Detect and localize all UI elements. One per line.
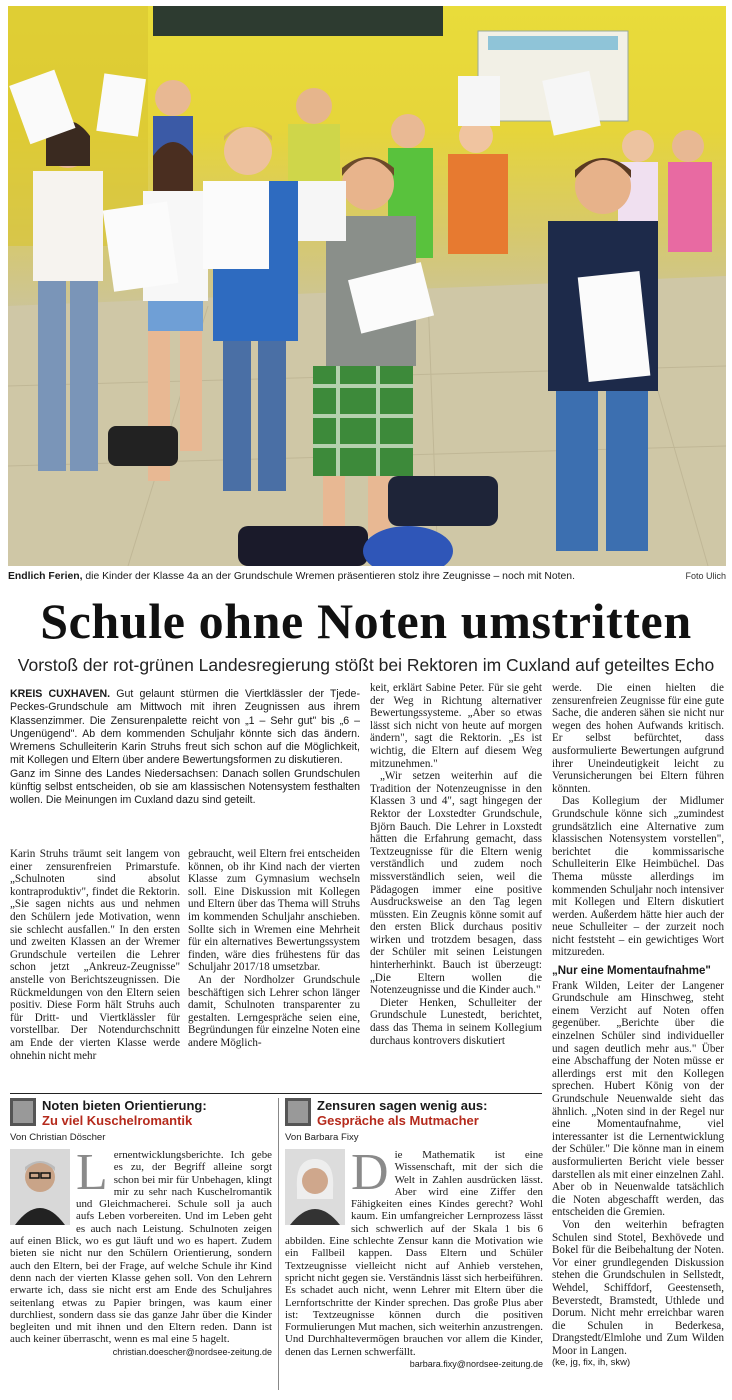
photo-credit: Foto Ulich — [685, 571, 726, 581]
box1-title: Zu viel Kuschelromantik — [42, 1113, 193, 1128]
column-4 — [552, 682, 724, 1370]
article-photo — [8, 6, 726, 566]
author-portrait-doescher — [10, 1149, 70, 1225]
box1-author: Von Christian Döscher — [10, 1132, 106, 1143]
box-divider — [278, 1098, 279, 1390]
dateline: KREIS CUXHAVEN. — [10, 688, 111, 700]
box2-kicker: Zensuren sagen wenig aus: — [317, 1098, 488, 1113]
subheadline: Vorstoß der rot-grünen Landesregierung stößt bei Rektoren im Cuxland auf geteiltes Echo — [17, 655, 715, 675]
col4-paragraph-1: werde. Die einen hielten die zensurenfreien Zeugnisse für eine gute Sache, die anderen sähen sie nicht nur wegen des hohen Aufwands kritisch. Er selbst befürchtet, dass ausformulierte Bewertungen aufgrund ihrer Uneindeutigkeit leicht zu Verunsicherungen bei Eltern führen könnten. — [552, 682, 724, 795]
box2-email: barbara.fixy@nordsee-zeitung.de — [409, 1359, 543, 1370]
box1-text: ernentwicklungsberichte. Ich gebe es zu, der Begriff alleine sorgt schon bei mir für Unbehagen, klingt mir zu sehr nach Kuschelromantik und Gleichmacherei. Schule soll ja auch aufs Leben vorbereiten. Und im Leben geht es auch nach Leistung. Schulnoten zeigen auf einen Blick, wo es gut läuft und wo es hapert. Zudem bieten sie nicht nur den Schülern Orientierung, sondern auch den Eltern, bei der Frage, auf welche Schule ihr Kind denn nach der vierten Klasse gehen soll. Von den Lehrern erwarte ich, dass sie nicht erst am Ende des Schuljahres seitenlang etwas zu Papier bringen, was kaum einer durchliest, sondern dass sie das ganze Jahr über die Kinder begleiten und mit ihnen und den Eltern reden. Dann ist auch keiner überrascht, wenn es mal eine 5 hagelt. — [10, 1149, 272, 1346]
caption-text: die Kinder der Klasse 4a an der Grundschule Wremen präsentieren stolz ihre Zeugnisse – noch mit Noten. — [82, 571, 575, 582]
col1-paragraph: Karin Struhs träumt seit langem von einer zensurenfreien Primarstufe. „Schulnoten sind absolut kontraproduktiv", findet die Rektorin. „Sie sagen nichts aus und nehmen den Schülern jede Motivation, wenn sie schlecht ausfallen." In den ersten und zweiten Klassen an der Wremer Grundschule verteilen die Lehrer schon jetzt „Ankreuz-Zeugnisse" anstelle von Berichtszeugnissen. Die Rückmeldungen von den Eltern seien positiv. Diese Form hält Struhs auch für Dritt- und Viertklässler für vorstellbar. Der Notendurchschnitt am Ende der vierten Klasse werde ohnehin nicht mehr — [10, 848, 180, 1062]
commentary-box-1 — [10, 1098, 272, 1358]
headline: Schule ohne Noten umstritten — [40, 593, 692, 649]
lead-text: Gut gelaunt stürmen die Viertklässler der Tjede-Peckes-Grundschule am Mittwoch mit ihren Zeugnissen aus ihrem Klassenzimmer. Die Zensurenpalette reicht von „1 – Sehr gut" bis „6 – Ungenügend". Ab dem kommenden Schuljahr könnte sich das ändern. Wremens Schulleiterin Karin Struhs freut sich schon auf die Möglichkeit, mit Kollegen und Eltern über andere Bewertungsformen zu diskutieren. — [10, 688, 360, 767]
divider — [10, 1093, 542, 1094]
commentary-icon — [285, 1098, 311, 1126]
box2-author: Von Barbara Fixy — [285, 1132, 359, 1143]
box1-email: christian.doescher@nordsee-zeitung.de — [112, 1346, 272, 1357]
commentary-box-2 — [285, 1098, 543, 1370]
column-3 — [370, 682, 542, 1047]
column-1 — [10, 848, 180, 1062]
box2-text: ie Mathematik ist eine Wissenschaft, mit der sich die Welt in Zahlen ausdrücken lässt. Aber wird eine Ziffer den Fähigkeiten eines Kindes gerecht? Wohl kaum. Ein umfangreicher Lernprozess lässt sich schwerlich auf der Skala 1 bis 6 abbilden. Eine schlechte Zensur kann die Motivation wie ein Fallbeil kappen. Dass Eltern und Schüler Textzeugnisse vielleicht nicht auf Anhieb verstehen, spricht nicht gegen sie. Verständnis lässt sich herbeiführen. Es schadet auch nicht, wenn Lehrer mit Eltern über die Lernfortschritte der Kinder sprechen. Das große Plus aber ist: Textzeugnisse können durch die positiven Formulierungen Mut machen, sich weiterhin anzustrengen. Und Durchhaltevermögen brauchen vor allem die Kinder, denen das Lernen schwerfällt. — [285, 1149, 543, 1358]
box1-initial: L — [76, 1144, 108, 1201]
lead-text-2: Ganz im Sinne des Landes Niedersachsen: Danach sollen Grundschulen künftig selbst entscheiden, ob sie am klassischen Notensystem festhalten wollen. Die Meinungen im Cuxland dazu sind geteilt. — [10, 767, 360, 807]
box2-title: Gespräche als Mutmacher — [317, 1113, 479, 1128]
box2-initial: D — [351, 1144, 389, 1201]
col4-paragraph-2: Das Kollegium der Midlumer Grundschule könne sich „zumindest grundsätzlich eine Alternative zum klassischen Notensystem vorstellen", berichtet die kommissarische Schulleiterin Elke Heimbüchel. Das Thema müsste allerdings im kommenden Schuljahr noch intensiver mit Kollegen und Eltern diskutiert werden. Außerdem hätte hier auch der neue Schulleiter – der zurzeit noch nicht feststeht – ein gewichtiges Wort mitzureden. — [552, 795, 724, 959]
caption-lead: Endlich Ferien, — [8, 571, 83, 582]
col3-paragraph-3: Dieter Henken, Schulleiter der Grundschule Lunestedt, berichtet, dass das Thema in seinem Kollegium durchaus kontrovers diskutiert — [370, 996, 542, 1047]
col2-paragraph-2: An der Nordholzer Grundschule beschäftigen sich Lehrer schon länger damit, Schulnoten transparenter zu gestalten. Lerngespräche seien eine, Begründungen für einzelne Noten eine andere Möglich- — [188, 973, 360, 1049]
box1-kicker: Noten bieten Orientierung: — [42, 1098, 207, 1113]
col4-paragraph-4: Von den weiterhin befragten Schulen sind Stotel, Bexhövede und Bokel für die Beibehaltung der Noten. Vor einer grundlegenden Diskussion stehen die Grundschulen in Sellstedt, Wehdel, Schiffdorf, Geestenseth, Beverstedt, Bramstedt, Uthlede und Dorum. Nicht mehr erreichbar waren die Schulen in Bederkesa, Drangstedt/Elmlohe und Zum Wilden Moor in Langen. — [552, 1218, 724, 1357]
author-portrait-fixy — [285, 1149, 345, 1225]
children-photo-illustration — [8, 6, 726, 566]
col3-paragraph-2: „Wir setzen weiterhin auf die Tradition der Notenzeugnisse in den Klassen 3 und 4", sagt hingegen der Rektor der Loxstedter Grundschule, Björn Bauch. Die Lehrer in Loxstedt hätten die Erfahrung gemacht, dass Textzeugnisse für die Eltern wenig verständlich und zudem noch missverständlich seien, weil die Pädagogen immer eine positive Ausdrucksweise an den Tag legen müssten. Ein Zeugnis könne somit auf den ersten Blick durchaus positiv wirken und trotzdem besagen, dass der Schüler mit seinen Leistungen hinterherhinkt. Bauch ist überzeugt: „Die Eltern wollen die Notenzeugnisse und die Kinder auch." — [370, 770, 542, 997]
col2-paragraph-1: gebraucht, weil Eltern frei entscheiden können, ob ihr Kind nach der vierten Klasse zum Gymnasium wechseln soll. Eine Diskussion mit Kollegen und Eltern über das Thema will Struhs im kommenden Schuljahr anschieben. Sollte sich in Wremen eine Mehrheit für ein alternatives Bewertungssystem finden, wäre dies frühestens für das Schuljahr 2017/18 umsetzbar. — [188, 848, 360, 974]
author-sign: (ke, jg, fix, ih, skw) — [552, 1357, 631, 1369]
column-2 — [188, 848, 360, 1050]
col4-paragraph-3: Frank Wilden, Leiter der Langener Grundschule am Hinschweg, steht einem Verzicht auf Noten offen gegenüber. „Berichte über die einzelnen Schüler sind individueller und sagen deutlich mehr aus." Über eine Abschaffung der Noten müsse er allerdings erst mit den Kollegen sprechen. Hubert König von der Grundschule Neuenwalde sieht das ähnlich. „Noten sind in der Regel nur eine Momentaufnahme, viel interessanter ist die Lernentwicklung der Schüler." Die könne man in einem ausformulierten Bericht viele besser darstellen als mit einer einzelnen Zahl. Aber ob in Neuenwalde tatsächlich die Noten abgeschafft werden, das entscheiden die Gremien. — [552, 979, 724, 1219]
col3-paragraph-1: keit, erklärt Sabine Peter. Für sie geht der Weg in Richtung alternativer Bewertungssysteme. „Aber so etwas lässt sich nicht von heute auf morgen ändern", sagt die Rektorin. „Es ist wichtig, die Eltern auf diesem Weg mitzunehmen." — [370, 682, 542, 770]
col4-subheading: „Nur eine Momentaufnahme" — [552, 965, 711, 978]
article-lead — [10, 688, 360, 808]
photo-caption — [8, 570, 726, 583]
commentary-icon — [10, 1098, 36, 1126]
